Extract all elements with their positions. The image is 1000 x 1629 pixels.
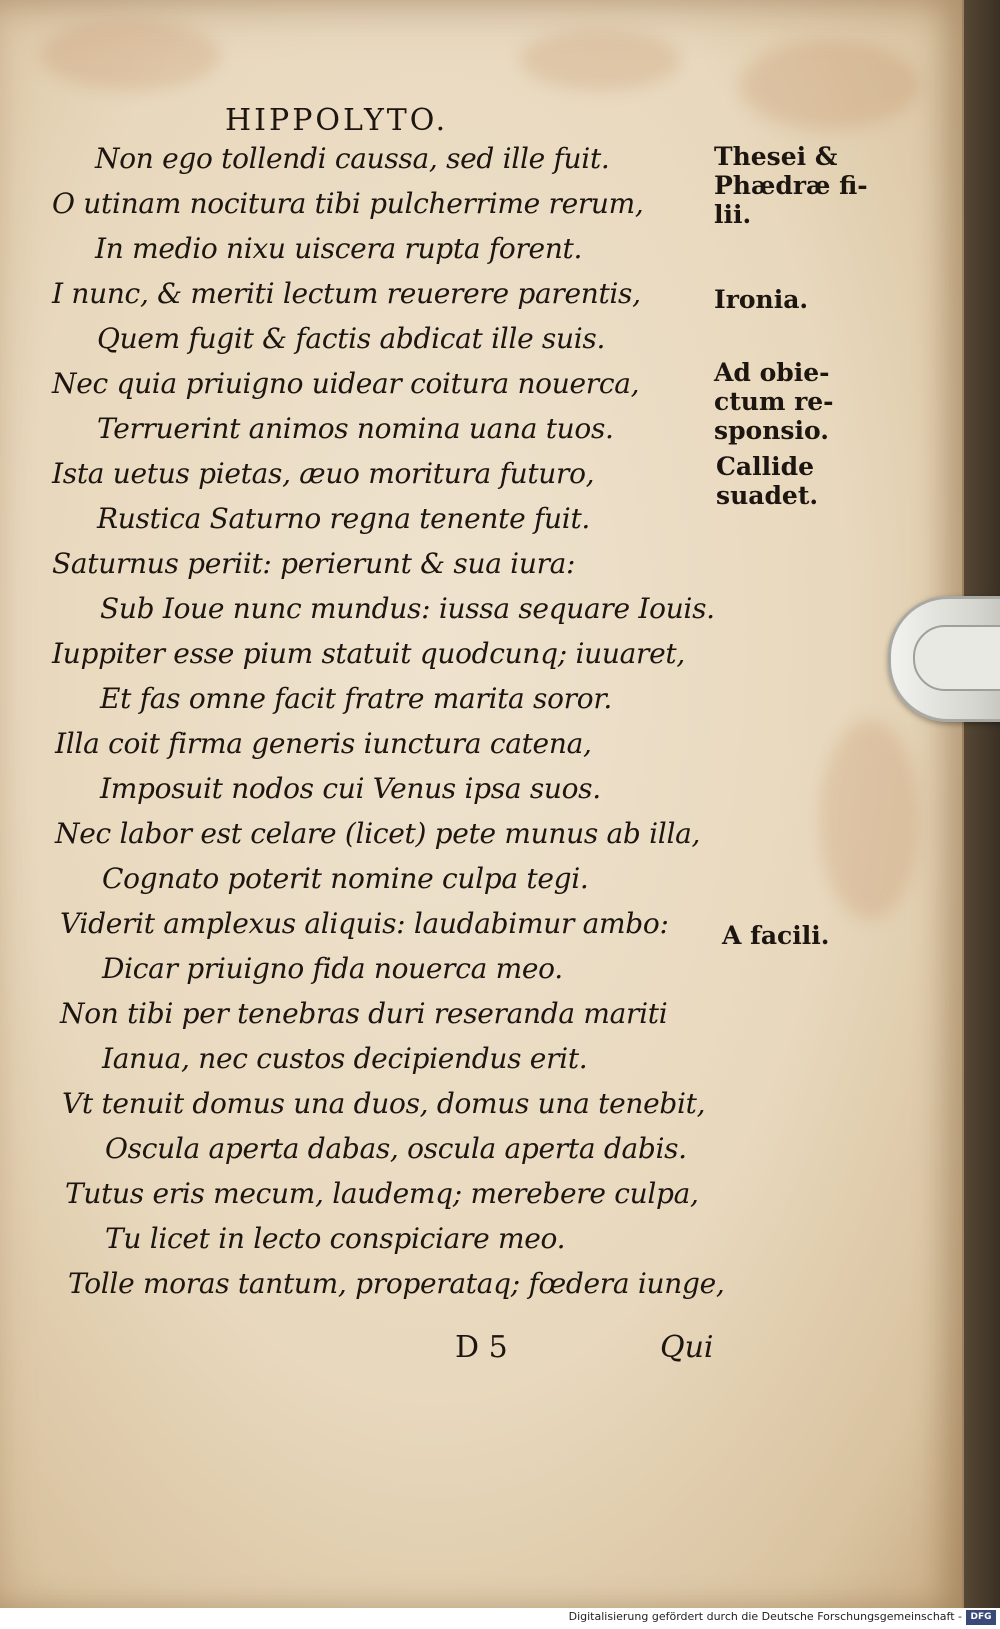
verse-line: Ista uetus pietas, æuo moritura futuro, — [52, 457, 595, 490]
verse-line: Iuppiter esse pium statuit quodcunq; iuuaret, — [52, 637, 685, 670]
verse-line: I nunc, & meriti lectum reuerere parentis, — [52, 277, 641, 310]
page-clip-inner — [913, 625, 1000, 691]
verse-line: Imposuit nodos cui Venus ipsa suos. — [100, 772, 601, 805]
verse-line: Ianua, nec custos decipiendus erit. — [102, 1042, 588, 1075]
verse-line: Terruerint animos nomina uana tuos. — [97, 412, 614, 445]
verse-line: Viderit amplexus aliquis: laudabimur ambo: — [60, 907, 669, 940]
verse-line: Sub Ioue nunc mundus: iussa sequare Iouis. — [100, 592, 715, 625]
page-clip — [888, 596, 1000, 722]
verse-line: Tolle moras tantum, properataq; fœdera iunge, — [68, 1267, 725, 1300]
margin-note: Ad obie- ctum re- sponsio. — [714, 358, 834, 445]
verse-line: Tutus eris mecum, laudemq; merebere culpa, — [65, 1177, 699, 1210]
running-head: HIPPOLYTO. — [225, 103, 449, 138]
verse-line: Dicar priuigno fida nouerca meo. — [102, 952, 563, 985]
verse-line: Non ego tollendi caussa, sed ille fuit. — [95, 142, 610, 175]
verse-line: Nec quia priuigno uidear coitura nouerca, — [52, 367, 640, 400]
verse-line: Rustica Saturno regna tenente fuit. — [97, 502, 590, 535]
digitization-credit: Digitalisierung gefördert durch die Deutsche Forschungsgemeinschaft - — [568, 1610, 962, 1623]
verse-line: Tu licet in lecto conspiciare meo. — [105, 1222, 566, 1255]
verse-line: O utinam nocitura tibi pulcherrime rerum, — [52, 187, 644, 220]
verse-line: Cognato poterit nomine culpa tegi. — [102, 862, 589, 895]
verse-line: Non tibi per tenebras duri reseranda mariti — [60, 997, 668, 1030]
verse-line: Oscula aperta dabas, oscula aperta dabis. — [105, 1132, 687, 1165]
catchword: Qui — [660, 1330, 714, 1365]
foxing-stain — [740, 40, 920, 130]
signature-mark: D 5 — [455, 1330, 508, 1365]
dfg-logo: DFG — [966, 1610, 996, 1625]
foxing-stain — [820, 720, 920, 920]
verse-line: Nec labor est celare (licet) pete munus ab illa, — [55, 817, 701, 850]
verse-line: Et fas omne facit fratre marita soror. — [100, 682, 612, 715]
margin-note: Callide suadet. — [716, 452, 819, 510]
digitization-footer — [0, 1608, 1000, 1629]
verse-line: Vt tenuit domus una duos, domus una tenebit, — [62, 1087, 706, 1120]
margin-note: Ironia. — [714, 285, 809, 314]
margin-note: Thesei & Phædræ fi- lii. — [714, 142, 868, 229]
verse-line: Saturnus periit: perierunt & sua iura: — [52, 547, 576, 580]
verse-line: Illa coit firma generis iunctura catena, — [55, 727, 592, 760]
margin-note: A facili. — [722, 921, 830, 950]
verse-line: Quem fugit & factis abdicat ille suis. — [97, 322, 606, 355]
verse-line: In medio nixu uiscera rupta forent. — [95, 232, 583, 265]
